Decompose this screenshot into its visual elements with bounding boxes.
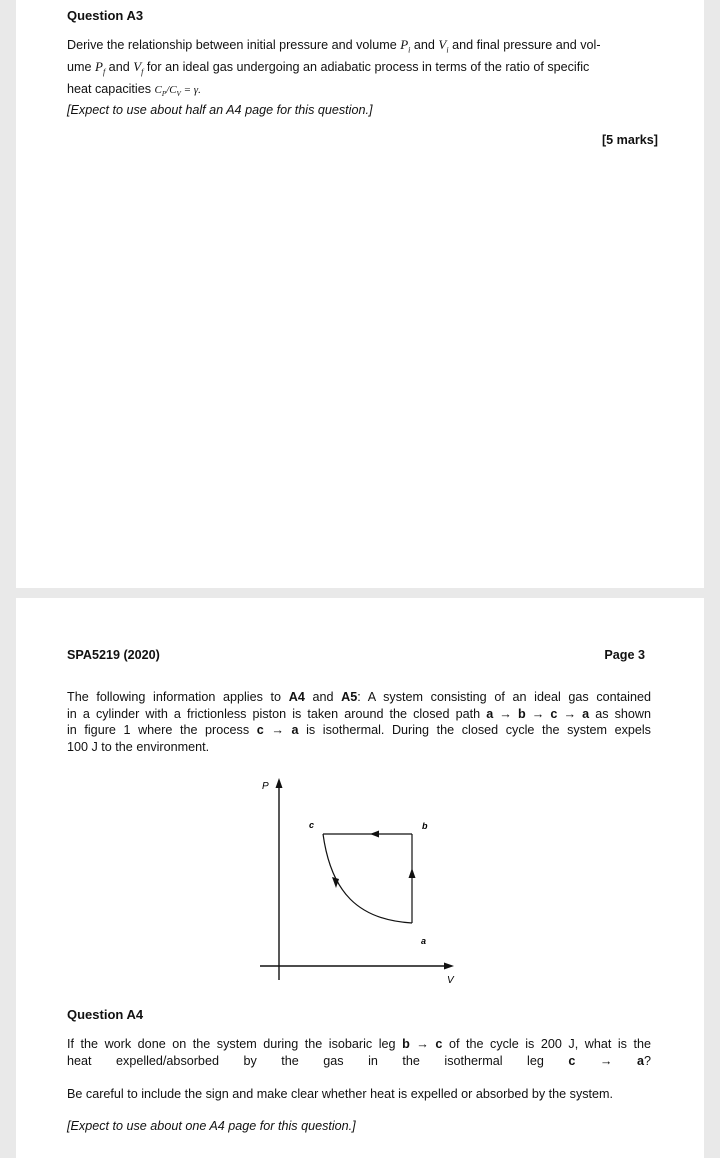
header-course-code: SPA5219 (2020) — [67, 648, 160, 662]
bold-text-run: b → c — [402, 1037, 443, 1051]
text-run: and — [304, 690, 342, 704]
p-axis-arrow — [276, 778, 283, 788]
header-page-number: Page 3 — [604, 648, 645, 662]
math-ratio: $C_P/C_V = \gamma$. — [154, 84, 201, 99]
page-3 — [16, 598, 704, 1158]
label-c: c — [309, 820, 315, 830]
v-axis-label: V — [447, 975, 454, 986]
text-run: heat expelled/absorbed by the gas in the isothermal leg — [67, 1053, 569, 1068]
pv-diagram — [246, 770, 486, 1000]
text-run: If the work done on the system during the isobaric leg — [67, 1037, 403, 1051]
expect-note-a4: [Expect to use about one A4 page for this question.] — [67, 1119, 356, 1133]
text-seg: for an ideal gas undergoing an adiabatic process in terms of the ratio of specific — [143, 60, 590, 75]
text-run: is isothermal. During the closed cycle the system expels — [298, 723, 651, 737]
intro-line-3 — [67, 722, 651, 739]
math-pf: $P_f$ — [95, 59, 106, 77]
text-seg: Derive the relationship between initial pressure and volume — [67, 38, 401, 52]
expect-note-a3: [Expect to use about half an A4 page for this question.] — [67, 103, 373, 117]
page-question-a3 — [16, 0, 704, 588]
text-seg: heat capacities — [67, 82, 155, 97]
text-run: in figure 1 where the process — [67, 723, 257, 737]
text-run: in a cylinder with a frictionless piston is taken around the closed path — [67, 706, 487, 721]
question-a4-text — [67, 1036, 651, 1069]
arrow-b-to-c — [370, 831, 379, 838]
q4-line-1 — [67, 1036, 651, 1053]
text-run: as shown — [589, 706, 651, 721]
math-vi: $V_i$ — [438, 37, 449, 55]
text-run: : A system consisting of an ideal gas contained — [357, 690, 651, 704]
marks-label: [5 marks] — [601, 133, 658, 147]
label-a: a — [421, 936, 427, 946]
text-seg: and final pressure and vol- — [448, 38, 601, 52]
bold-text-run: a → b → c → a — [486, 706, 590, 721]
bold-text-run: A4 — [288, 690, 305, 704]
arrow-a-to-b — [409, 868, 416, 878]
intro-line-1 — [67, 689, 651, 706]
question-a4-title: Question A4 — [67, 1007, 144, 1022]
intro-paragraph — [67, 689, 651, 755]
p-axis-label: P — [262, 781, 269, 792]
text-run: ? — [643, 1053, 651, 1068]
bold-text-run: A5 — [341, 690, 358, 704]
intro-line-4: 100 J to the environment. — [67, 739, 210, 754]
math-vf: $V_f$ — [133, 59, 144, 77]
question-a3-title: Question A3 — [67, 8, 144, 23]
bold-text-run: c → a — [256, 723, 299, 737]
text-run: The following information applies to — [67, 690, 289, 704]
label-b: b — [422, 821, 428, 831]
q4-line-2 — [67, 1053, 651, 1070]
text-seg: ume — [67, 60, 95, 75]
text-seg: and — [410, 38, 439, 52]
math-pi: $P_i$ — [400, 37, 411, 55]
q4-note: Be careful to include the sign and make clear whether heat is expelled or absorbed by the system. — [67, 1087, 614, 1101]
question-a3-text — [67, 37, 657, 103]
v-axis-arrow — [444, 963, 454, 970]
bold-text-run: c → a — [568, 1053, 644, 1068]
text-seg: and — [105, 60, 134, 75]
text-run: of the cycle is 200 J, what is the — [442, 1037, 651, 1051]
intro-line-2 — [67, 706, 651, 723]
